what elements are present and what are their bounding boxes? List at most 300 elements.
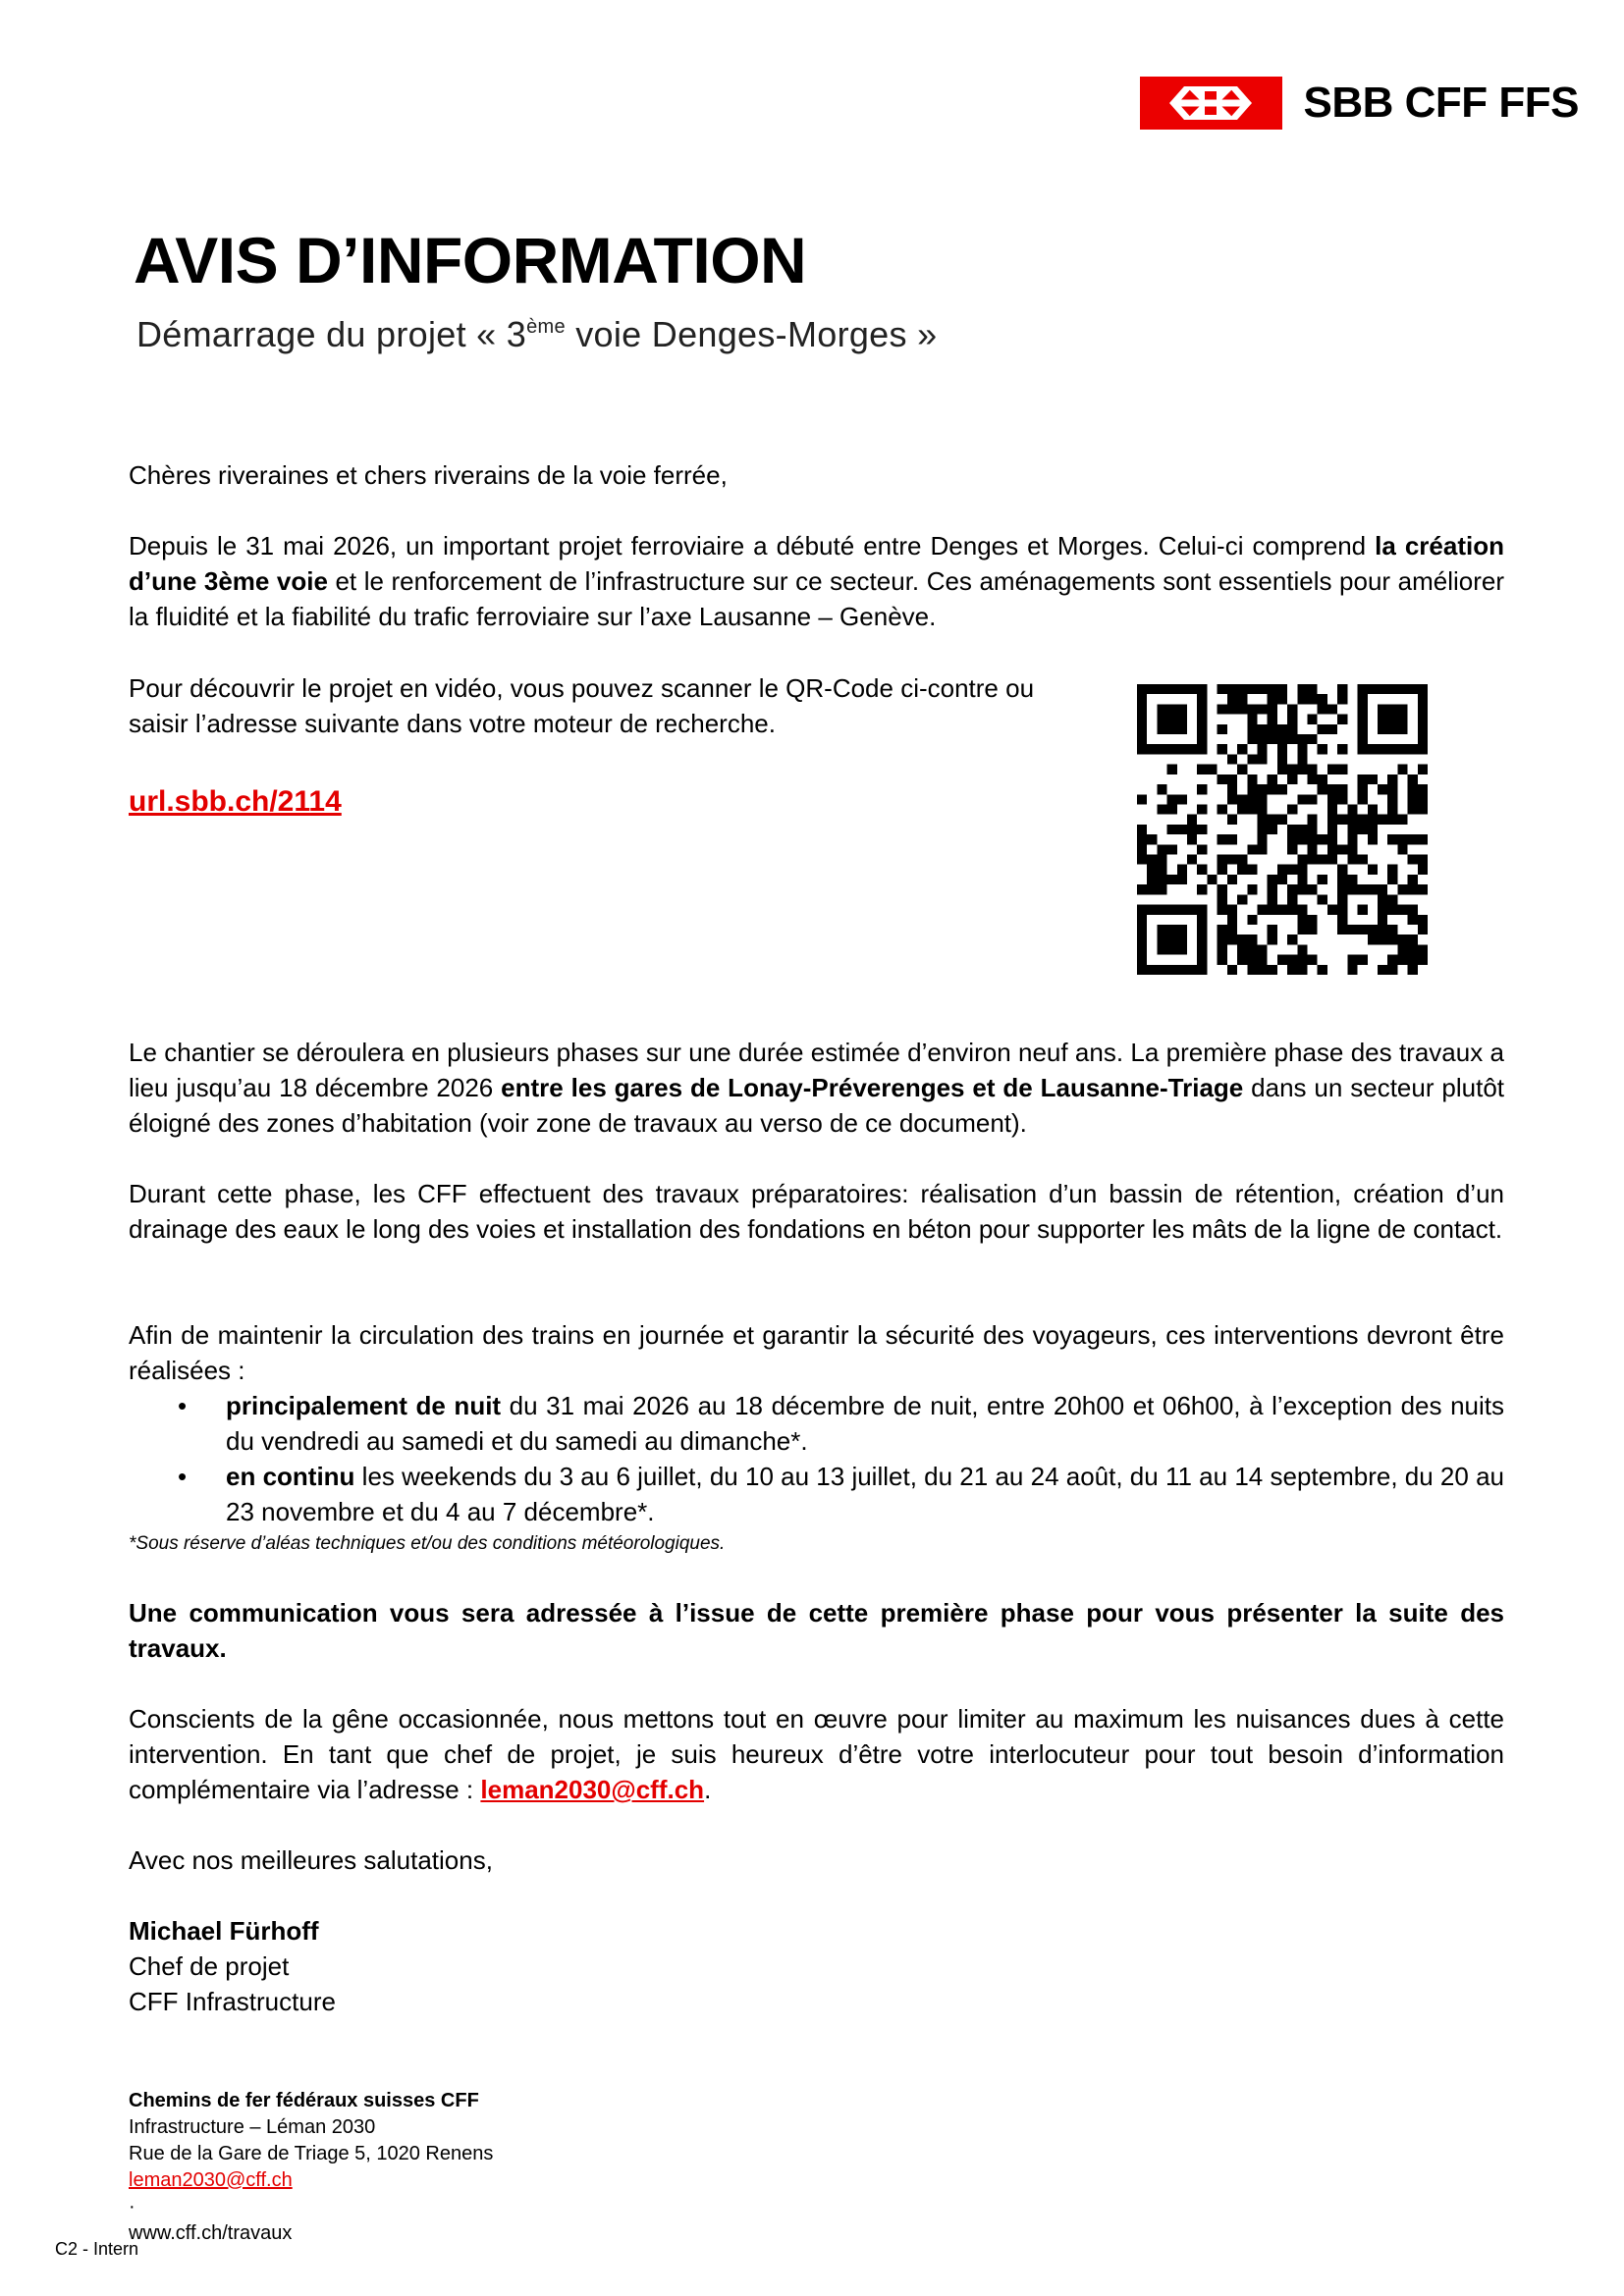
qr-module — [1257, 944, 1267, 954]
qr-module — [1397, 884, 1407, 894]
qr-module — [1177, 934, 1187, 944]
qr-module — [1297, 765, 1307, 774]
qr-module — [1358, 724, 1368, 734]
qr-module — [1268, 684, 1277, 694]
qr-module — [1257, 955, 1267, 965]
qr-module — [1218, 744, 1227, 754]
qr-module — [1378, 965, 1387, 975]
qr-module — [1318, 875, 1327, 884]
qr-module — [1387, 774, 1397, 784]
qr-module — [1268, 965, 1277, 975]
qr-module — [1308, 694, 1318, 704]
qr-module — [1308, 834, 1318, 844]
qr-module — [1297, 905, 1307, 915]
qr-module — [1167, 875, 1177, 884]
qr-module — [1227, 754, 1237, 764]
qr-module — [1207, 875, 1217, 884]
qr-module — [1147, 905, 1157, 915]
qr-module — [1318, 834, 1327, 844]
qr-module — [1177, 865, 1187, 875]
qr-module — [1337, 765, 1347, 774]
qr-module — [1268, 704, 1277, 714]
qr-module — [1277, 724, 1287, 734]
qr-module — [1257, 744, 1267, 754]
qr-module — [1197, 934, 1207, 944]
qr-module — [1157, 875, 1166, 884]
qr-module — [1257, 684, 1267, 694]
qr-module — [1297, 825, 1307, 834]
signature-block — [129, 1913, 336, 2019]
page-subtitle: Démarrage du projet « 3ème voie Denges-Morges » — [136, 314, 938, 354]
qr-module — [1347, 884, 1357, 894]
qr-module — [1277, 684, 1287, 694]
qr-module — [1237, 794, 1247, 804]
qr-module — [1368, 834, 1378, 844]
qr-module — [1368, 744, 1378, 754]
qr-module — [1368, 825, 1378, 834]
qr-module — [1368, 925, 1378, 934]
qr-module — [1387, 934, 1397, 944]
qr-module — [1287, 715, 1297, 724]
qr-module — [1277, 754, 1287, 764]
qr-module — [1308, 734, 1318, 744]
qr-module — [1227, 915, 1237, 925]
qr-module — [1368, 774, 1378, 784]
qr-module — [1418, 694, 1428, 704]
qr-module — [1358, 794, 1368, 804]
qr-module — [1337, 815, 1347, 825]
qr-module — [1408, 905, 1418, 915]
qr-module — [1167, 684, 1177, 694]
qr-module — [1227, 704, 1237, 714]
qr-module — [1137, 915, 1147, 925]
qr-module — [1358, 774, 1368, 784]
qr-module — [1418, 855, 1428, 865]
qr-module — [1157, 905, 1166, 915]
project-url-link[interactable]: url.sbb.ch/2114 — [129, 785, 342, 818]
qr-module — [1137, 694, 1147, 704]
qr-module — [1167, 715, 1177, 724]
qr-module — [1308, 955, 1318, 965]
qr-module — [1237, 694, 1247, 704]
qr-module — [1397, 815, 1407, 825]
qr-module — [1287, 704, 1297, 714]
qr-module — [1257, 965, 1267, 975]
qr-module — [1397, 704, 1407, 714]
qr-module — [1218, 724, 1227, 734]
qr-module — [1177, 905, 1187, 915]
qr-module — [1308, 715, 1318, 724]
qr-module — [1347, 844, 1357, 854]
qr-module — [1318, 774, 1327, 784]
qr-module — [1167, 944, 1177, 954]
greeting: Chères riveraines et chers riverains de la voie ferrée, — [129, 460, 728, 490]
qr-module — [1337, 894, 1347, 904]
qr-module — [1257, 794, 1267, 804]
qr-module — [1318, 694, 1327, 704]
qr-module — [1408, 934, 1418, 944]
qr-module — [1418, 715, 1428, 724]
qr-module — [1227, 905, 1237, 915]
qr-code-icon[interactable] — [1137, 684, 1428, 975]
qr-module — [1177, 704, 1187, 714]
qr-module — [1197, 784, 1207, 794]
qr-module — [1308, 925, 1318, 934]
qr-module — [1147, 875, 1157, 884]
qr-module — [1368, 804, 1378, 814]
qr-module — [1327, 855, 1337, 865]
qr-module — [1137, 794, 1147, 804]
footer-website-link[interactable]: www.cff.ch/travaux — [129, 2222, 293, 2244]
announcement: Une communication vous sera adressée à l’issue de cette première phase pour vous présenter la suite des travaux. — [129, 1598, 1504, 1663]
qr-module — [1167, 704, 1177, 714]
qr-module — [1378, 704, 1387, 714]
qr-module — [1167, 765, 1177, 774]
qr-module — [1297, 955, 1307, 965]
schedule-list — [129, 1388, 1504, 1529]
qr-module — [1337, 715, 1347, 724]
qr-module — [1147, 684, 1157, 694]
qr-module — [1247, 944, 1257, 954]
qr-module — [1408, 884, 1418, 894]
qr-module — [1287, 834, 1297, 844]
qr-module — [1218, 934, 1227, 944]
qr-module — [1197, 905, 1207, 915]
qr-module — [1197, 694, 1207, 704]
qr-module — [1177, 925, 1187, 934]
qr-module — [1318, 744, 1327, 754]
qr-module — [1157, 865, 1166, 875]
qr-module — [1358, 884, 1368, 894]
qr-module — [1297, 794, 1307, 804]
qr-module — [1337, 875, 1347, 884]
qr-module — [1167, 934, 1177, 944]
qr-module — [1247, 754, 1257, 764]
qr-module — [1327, 844, 1337, 854]
qr-module — [1137, 855, 1147, 865]
qr-module — [1257, 905, 1267, 915]
qr-module — [1287, 804, 1297, 814]
qr-module — [1247, 774, 1257, 784]
qr-module — [1297, 944, 1307, 954]
qr-module — [1137, 704, 1147, 714]
qr-module — [1347, 815, 1357, 825]
qr-module — [1397, 944, 1407, 954]
qr-module — [1237, 684, 1247, 694]
qr-module — [1197, 724, 1207, 734]
qr-module — [1368, 815, 1378, 825]
qr-module — [1408, 784, 1418, 794]
qr-module — [1268, 825, 1277, 834]
qr-module — [1227, 965, 1237, 975]
qr-module — [1378, 915, 1387, 925]
qr-module — [1268, 774, 1277, 784]
footer-contact-line: leman2030@cff.ch · www.cff.ch/travaux — [129, 2167, 493, 2247]
qr-module — [1137, 965, 1147, 975]
qr-module — [1287, 774, 1297, 784]
qr-module — [1418, 884, 1428, 894]
qr-module — [1337, 905, 1347, 915]
qr-module — [1337, 744, 1347, 754]
qr-module — [1147, 744, 1157, 754]
qr-module — [1368, 884, 1378, 894]
qr-module — [1257, 804, 1267, 814]
qr-module — [1187, 855, 1197, 865]
qr-module — [1287, 934, 1297, 944]
qr-module — [1157, 804, 1166, 814]
qr-module — [1397, 765, 1407, 774]
qr-module — [1418, 784, 1428, 794]
qr-module — [1218, 905, 1227, 915]
qr-module — [1197, 865, 1207, 875]
qr-module — [1358, 855, 1368, 865]
qr-module — [1167, 905, 1177, 915]
qr-module — [1218, 704, 1227, 714]
qr-module — [1308, 794, 1318, 804]
qr-module — [1157, 724, 1166, 734]
qr-module — [1247, 734, 1257, 744]
qr-module — [1327, 794, 1337, 804]
qr-module — [1257, 834, 1267, 844]
qr-module — [1247, 865, 1257, 875]
qr-module — [1327, 765, 1337, 774]
qr-module — [1218, 865, 1227, 875]
qr-module — [1418, 794, 1428, 804]
sbb-wordmark: SBB CFF FFS — [1303, 79, 1579, 127]
qr-module — [1167, 825, 1177, 834]
qr-module — [1358, 784, 1368, 794]
list-item: • principalement de nuit du 31 mai 2026 au 18 décembre de nuit, entre 20h00 et 06h00, à l’exception des nuits du vendredi au samedi et du samedi au dimanche*. — [129, 1388, 1504, 1459]
qr-module — [1218, 894, 1227, 904]
footer-company: Chemins de fer fédéraux suisses CFF — [129, 2090, 479, 2111]
qr-module — [1237, 865, 1247, 875]
qr-module — [1347, 834, 1357, 844]
qr-module — [1197, 944, 1207, 954]
qr-module — [1308, 855, 1318, 865]
qr-module — [1308, 844, 1318, 854]
qr-module — [1167, 724, 1177, 734]
qr-module — [1167, 794, 1177, 804]
page-title: AVIS D’INFORMATION — [134, 224, 807, 296]
qr-module — [1137, 744, 1147, 754]
qr-module — [1187, 825, 1197, 834]
qr-module — [1378, 894, 1387, 904]
qr-module — [1268, 715, 1277, 724]
qr-module — [1177, 724, 1187, 734]
qr-module — [1347, 855, 1357, 865]
qr-module — [1227, 794, 1237, 804]
qr-module — [1418, 944, 1428, 954]
qr-module — [1308, 774, 1318, 784]
qr-module — [1197, 765, 1207, 774]
qr-module — [1187, 905, 1197, 915]
qr-module — [1247, 724, 1257, 734]
qr-module — [1157, 934, 1166, 944]
qr-module — [1227, 925, 1237, 934]
qr-module — [1137, 715, 1147, 724]
qr-module — [1277, 765, 1287, 774]
qr-module — [1137, 944, 1147, 954]
qr-module — [1268, 784, 1277, 794]
qr-module — [1237, 744, 1247, 754]
contact-email-link[interactable]: leman2030@cff.ch — [480, 1775, 705, 1804]
qr-module — [1408, 944, 1418, 954]
footnote: *Sous réserve d’aléas techniques et/ou des conditions météorologiques. — [129, 1533, 726, 1554]
qr-module — [1187, 834, 1197, 844]
schedule-intro: Afin de maintenir la circulation des trains en journée et garantir la sécurité des voyageurs, ces interventions devront être réalisées : — [129, 1320, 1504, 1385]
qr-module — [1297, 865, 1307, 875]
qr-module — [1368, 865, 1378, 875]
qr-module — [1418, 865, 1428, 875]
qr-module — [1368, 684, 1378, 694]
qr-module — [1218, 884, 1227, 894]
qr-module — [1227, 855, 1237, 865]
qr-module — [1218, 834, 1227, 844]
qr-module — [1327, 704, 1337, 714]
qr-module — [1378, 744, 1387, 754]
qr-module — [1218, 684, 1227, 694]
signatory-organization: CFF Infrastructure — [129, 1987, 336, 2016]
footer-email-link[interactable]: leman2030@cff.ch — [129, 2169, 293, 2191]
qr-module — [1247, 934, 1257, 944]
qr-module — [1318, 784, 1327, 794]
qr-module — [1247, 844, 1257, 854]
footer-department: Infrastructure – Léman 2030 — [129, 2116, 376, 2138]
qr-module — [1257, 784, 1267, 794]
qr-module — [1387, 965, 1397, 975]
qr-module — [1318, 724, 1327, 734]
qr-module — [1347, 804, 1357, 814]
qr-module — [1268, 925, 1277, 934]
qr-module — [1157, 684, 1166, 694]
qr-module — [1318, 855, 1327, 865]
qr-module — [1177, 684, 1187, 694]
qr-module — [1197, 804, 1207, 814]
qr-module — [1408, 955, 1418, 965]
qr-module — [1147, 834, 1157, 844]
qr-module — [1227, 684, 1237, 694]
qr-module — [1387, 724, 1397, 734]
qr-module — [1247, 684, 1257, 694]
qr-module — [1177, 715, 1187, 724]
qr-module — [1387, 704, 1397, 714]
qr-module — [1408, 794, 1418, 804]
qr-module — [1157, 715, 1166, 724]
qr-module — [1397, 905, 1407, 915]
qr-module — [1387, 834, 1397, 844]
qr-module — [1358, 955, 1368, 965]
qr-module — [1347, 965, 1357, 975]
qr-module — [1297, 744, 1307, 754]
qr-module — [1287, 905, 1297, 915]
qr-module — [1157, 784, 1166, 794]
qr-module — [1268, 905, 1277, 915]
qr-module — [1187, 815, 1197, 825]
qr-module — [1157, 925, 1166, 934]
footer-address — [129, 2088, 493, 2247]
qr-module — [1318, 965, 1327, 975]
qr-module — [1297, 734, 1307, 744]
qr-module — [1418, 925, 1428, 934]
qr-module — [1187, 744, 1197, 754]
qr-module — [1287, 825, 1297, 834]
qr-module — [1157, 944, 1166, 954]
qr-module — [1337, 925, 1347, 934]
qr-module — [1157, 704, 1166, 714]
qr-module — [1287, 884, 1297, 894]
qr-module — [1137, 905, 1147, 915]
qr-module — [1237, 855, 1247, 865]
qr-module — [1297, 754, 1307, 764]
qr-module — [1297, 834, 1307, 844]
qr-module — [1237, 955, 1247, 965]
qr-module — [1218, 855, 1227, 865]
qr-module — [1337, 844, 1347, 854]
qr-module — [1358, 734, 1368, 744]
qr-module — [1397, 744, 1407, 754]
signatory-role: Chef de projet — [129, 1951, 290, 1981]
qr-module — [1297, 684, 1307, 694]
qr-module — [1358, 925, 1368, 934]
qr-module — [1387, 905, 1397, 915]
qr-module — [1418, 765, 1428, 774]
qr-module — [1177, 965, 1187, 975]
qr-module — [1418, 955, 1428, 965]
qr-module — [1177, 744, 1187, 754]
qr-module — [1227, 815, 1237, 825]
qr-module — [1218, 804, 1227, 814]
qr-module — [1327, 834, 1337, 844]
qr-module — [1358, 715, 1368, 724]
qr-module — [1327, 905, 1337, 915]
qr-module — [1358, 825, 1368, 834]
qr-module — [1247, 715, 1257, 724]
qr-module — [1227, 934, 1237, 944]
qr-module — [1387, 804, 1397, 814]
qr-module — [1287, 965, 1297, 975]
qr-module — [1418, 734, 1428, 744]
qr-module — [1197, 915, 1207, 925]
qr-module — [1378, 934, 1387, 944]
qr-module — [1297, 915, 1307, 925]
qr-module — [1277, 875, 1287, 884]
qr-module — [1347, 875, 1357, 884]
qr-module — [1277, 865, 1287, 875]
qr-module — [1387, 684, 1397, 694]
qr-module — [1167, 965, 1177, 975]
qr-module — [1408, 774, 1418, 784]
qr-module — [1358, 905, 1368, 915]
qr-module — [1257, 734, 1267, 744]
qr-module — [1137, 724, 1147, 734]
qr-module — [1378, 815, 1387, 825]
qr-module — [1378, 905, 1387, 915]
qr-module — [1137, 684, 1147, 694]
qr-module — [1308, 815, 1318, 825]
qr-module — [1197, 825, 1207, 834]
qr-module — [1237, 894, 1247, 904]
qr-module — [1197, 744, 1207, 754]
qr-module — [1378, 684, 1387, 694]
qr-module — [1287, 894, 1297, 904]
qr-module — [1418, 804, 1428, 814]
qr-module — [1418, 915, 1428, 925]
qr-module — [1297, 694, 1307, 704]
qr-module — [1327, 804, 1337, 814]
qr-module — [1197, 734, 1207, 744]
qr-module — [1318, 704, 1327, 714]
qr-module — [1167, 744, 1177, 754]
